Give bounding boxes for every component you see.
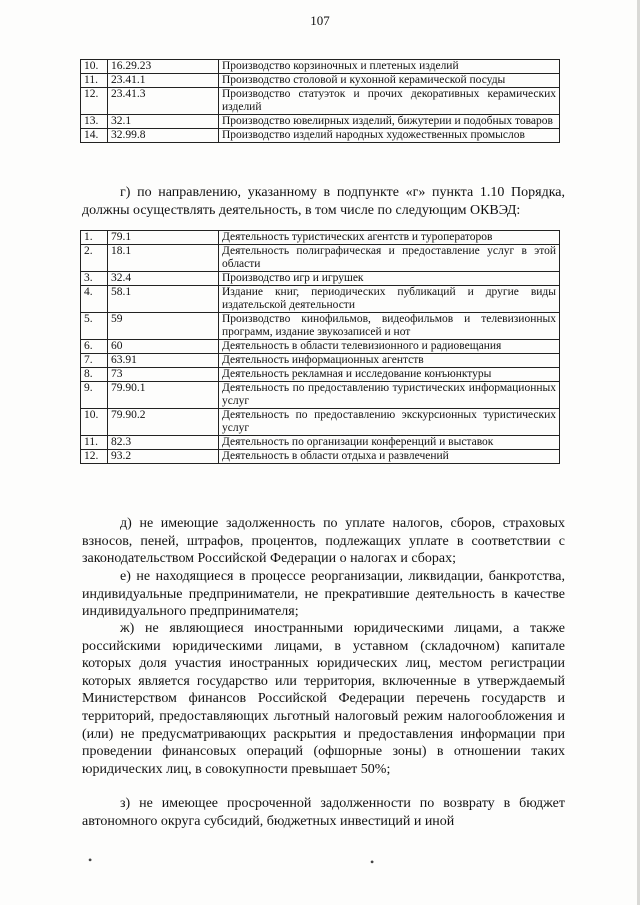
okved-code: 58.1: [108, 286, 219, 313]
activity-name: Производство кинофильмов, видеофильмов и телевизионных программ, издание звукозаписей и нот: [219, 313, 560, 340]
okved-table-tourism: [80, 230, 560, 464]
activity-name: Производство статуэток и прочих декоративных керамических изделий: [219, 88, 560, 115]
row-number: 10.: [81, 409, 108, 436]
table-row: [81, 409, 560, 436]
scan-mark: •: [370, 855, 375, 869]
table-row: [81, 231, 560, 245]
table-row: [81, 115, 560, 129]
table-row: [81, 74, 560, 88]
activity-name: Производство игр и игрушек: [219, 272, 560, 286]
row-number: 1.: [81, 231, 108, 245]
activity-name: Деятельность в области телевизионного и радиовещания: [219, 340, 560, 354]
row-number: 7.: [81, 354, 108, 368]
row-number: 9.: [81, 382, 108, 409]
table-row: [81, 88, 560, 115]
activity-name: Производство изделий народных художественных промыслов: [219, 129, 560, 143]
activity-name: Производство ювелирных изделий, бижутерии и подобных товаров: [219, 115, 560, 129]
okved-code: 82.3: [108, 436, 219, 450]
activity-name: Издание книг, периодических публикаций и другие виды издательской деятельности: [219, 286, 560, 313]
okved-code: 59: [108, 313, 219, 340]
okved-code: 23.41.1: [108, 74, 219, 88]
activity-name: Деятельность по организации конференций и выставок: [219, 436, 560, 450]
okved-code: 79.90.1: [108, 382, 219, 409]
activity-name: Производство столовой и кухонной керамической посуды: [219, 74, 560, 88]
row-number: 14.: [81, 129, 108, 143]
table-row: [81, 382, 560, 409]
okved-code: 16.29.23: [108, 60, 219, 74]
scan-mark: •: [88, 853, 93, 867]
paragraph-g: г) по направлению, указанному в подпункте «г» пункта 1.10 Порядка, должны осуществлять деятельность, в том числе по следующим ОКВЭД:: [82, 185, 565, 218]
activity-name: Деятельность по предоставлению экскурсионных туристических услуг: [219, 409, 560, 436]
row-number: 10.: [81, 60, 108, 74]
row-number: 8.: [81, 368, 108, 382]
activity-name: Деятельность по предоставлению туристических информационных услуг: [219, 382, 560, 409]
okved-code: 32.1: [108, 115, 219, 129]
activity-name: Деятельность в области отдыха и развлечений: [219, 450, 560, 464]
table-row: [81, 129, 560, 143]
table-row: [81, 450, 560, 464]
okved-table-continued: [80, 59, 560, 143]
activity-name: Деятельность рекламная и исследование конъюнктуры: [219, 368, 560, 382]
okved-code: 32.99.8: [108, 129, 219, 143]
table-row: [81, 245, 560, 272]
paragraph-d: д) не имеющие задолженность по уплате налогов, сборов, страховых взносов, пеней, штрафов, процентов, подлежащих уплате в соответствии с законодательством Российской Федерации о налогах и сборах;: [82, 516, 565, 567]
okved-code: 79.1: [108, 231, 219, 245]
table-row: [81, 313, 560, 340]
okved-code: 23.41.3: [108, 88, 219, 115]
table-row: [81, 60, 560, 74]
activity-name: Деятельность туристических агентств и туроператоров: [219, 231, 560, 245]
row-number: 13.: [81, 115, 108, 129]
table-row: [81, 368, 560, 382]
row-number: 3.: [81, 272, 108, 286]
okved-code: 18.1: [108, 245, 219, 272]
okved-code: 60: [108, 340, 219, 354]
table-row: [81, 272, 560, 286]
row-number: 11.: [81, 436, 108, 450]
row-number: 4.: [81, 286, 108, 313]
okved-code: 93.2: [108, 450, 219, 464]
table-row: [81, 286, 560, 313]
row-number: 11.: [81, 74, 108, 88]
okved-code: 73: [108, 368, 219, 382]
activity-name: Производство корзиночных и плетеных изделий: [219, 60, 560, 74]
table-row: [81, 340, 560, 354]
paragraph-e: е) не находящиеся в процессе реорганизации, ликвидации, банкротства, индивидуальные предприниматели, не прекратившие деятельность в качестве индивидуального предпринимателя;: [82, 569, 565, 620]
activity-name: Деятельность информационных агентств: [219, 354, 560, 368]
page-number: 107: [310, 13, 330, 28]
row-number: 12.: [81, 88, 108, 115]
row-number: 12.: [81, 450, 108, 464]
okved-code: 63.91: [108, 354, 219, 368]
paragraph-zh: ж) не являющиеся иностранными юридическими лицами, а также российскими юридическими лицами, в уставном (складочном) капитале которых доля участия иностранных юридических лиц, местом регистрации которых является государство или территория, включенные в утверждаемый Министерством финансов Российской Федерации перечень государств и территорий, предоставляющих льготный налоговый режим налогообложения и (или) не предусматривающих раскрытия и предоставления информации при проведении финансовых операций (офшорные зоны) в отношении таких юридических лиц, в совокупности превышает 50%;: [82, 621, 565, 777]
okved-code: 79.90.2: [108, 409, 219, 436]
activity-name: Деятельность полиграфическая и предоставление услуг в этой области: [219, 245, 560, 272]
row-number: 6.: [81, 340, 108, 354]
table-row: [81, 354, 560, 368]
okved-code: 32.4: [108, 272, 219, 286]
paragraph-z: з) не имеющее просроченной задолженности по возврату в бюджет автономного округа субсидий, бюджетных инвестиций и иной: [82, 796, 565, 829]
row-number: 2.: [81, 245, 108, 272]
row-number: 5.: [81, 313, 108, 340]
table-row: [81, 436, 560, 450]
